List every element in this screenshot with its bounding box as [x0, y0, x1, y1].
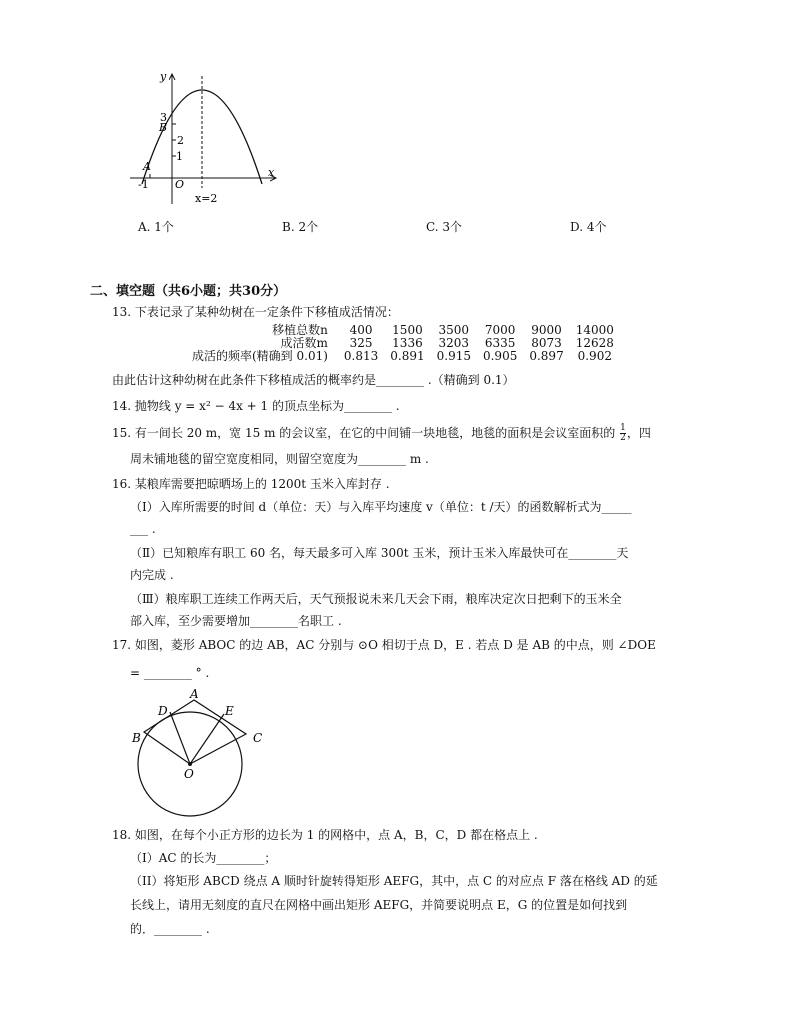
- rhombus-circle-figure: [128, 688, 278, 820]
- table-cell: 8073: [531, 336, 562, 350]
- q15-line1-text: 15. 有一间长 20 m，宽 15 m 的会议室，在它的中间铺一块地毯，地毯的面积是会议室面积的: [112, 426, 616, 440]
- table-cell: 325: [349, 336, 373, 350]
- table-cell: 9000: [531, 323, 562, 337]
- y-axis-label: y: [160, 70, 167, 83]
- table-cell: 3203: [438, 336, 470, 350]
- row-label: 成活数m: [280, 336, 328, 350]
- tick-neg1: -1: [138, 178, 149, 191]
- q16-stem: 16. 某粮库需要把晾晒场上的 1200t 玉米入库封存 .: [112, 477, 390, 491]
- row-label: 移植总数n: [272, 323, 328, 337]
- q16-part3-b: 部入库，至少需要增加________名职工 .: [130, 614, 342, 628]
- q18-part1: （I）AC 的长为________；: [130, 851, 277, 865]
- q18-stem: 18. 如图，在每个小正方形的边长为 1 的网格中，点 A，B，C，D 都在格点上 .: [112, 828, 538, 842]
- symmetry-label: x=2: [195, 192, 218, 205]
- fraction: [620, 424, 626, 443]
- tick-2: 2: [177, 134, 184, 147]
- label-e: E: [225, 704, 234, 718]
- q15-line1: [112, 424, 651, 443]
- tick-1: 1: [176, 150, 183, 163]
- x-axis-label: x: [268, 166, 275, 179]
- row-label: 成活的频率(精确到 0.01): [192, 349, 328, 363]
- table-row: [186, 350, 620, 363]
- fraction-numerator: 1: [620, 423, 626, 433]
- option-a: A. 1个: [138, 220, 174, 234]
- table-cell: 12628: [575, 336, 614, 350]
- q18-part2-c: 的．________ .: [130, 922, 210, 936]
- label-c: C: [253, 731, 263, 745]
- table-cell: 0.902: [577, 349, 612, 363]
- segment-od: [170, 712, 190, 764]
- survival-table: [186, 324, 620, 363]
- table-cell: 0.891: [390, 349, 425, 363]
- q15-line1-end: ，四: [626, 426, 651, 440]
- q16-part2-a: （Ⅱ）已知粮库有职工 60 名，每天最多可入库 300t 玉米，预计玉米入库最快可在________天: [130, 546, 629, 560]
- table-cell: 0.915: [436, 349, 471, 363]
- q16-part2-b: 内完成 .: [130, 568, 174, 582]
- origin-label: O: [175, 178, 185, 191]
- tick-3: 3: [160, 111, 167, 124]
- table-cell: 3500: [438, 323, 470, 337]
- option-c: C. 3个: [426, 220, 463, 234]
- q13-tail: 由此估计这种幼树在此条件下移植成活的概率约是________ .（精确到 0.1）: [112, 373, 515, 387]
- label-b: B: [132, 731, 141, 745]
- table-cell: 0.813: [343, 349, 379, 363]
- q13-stem: 13. 下表记录了某种幼树在一定条件下移植成活情况：: [112, 305, 399, 319]
- fraction-denominator: 2: [620, 433, 626, 443]
- segment-oe: [190, 714, 224, 764]
- point-b-label: B: [159, 121, 168, 134]
- point-a-label: A: [143, 160, 151, 173]
- table-cell: 0.897: [529, 349, 564, 363]
- parabola-figure: [126, 64, 286, 214]
- q18-part2-a: （II）将矩形 ABCD 绕点 A 顺时针旋转得矩形 AEFG，其中，点 C 的对应点 F 落在格线 AD 的延: [130, 874, 658, 888]
- q18-part2-b: 长线上，请用无刻度的直尺在网格中画出矩形 AEFG，并简要说明点 E，G 的位置是如何找到: [130, 898, 628, 912]
- table-cell: 14000: [575, 323, 614, 337]
- q14-text: 14. 抛物线 y = x² − 4x + 1 的顶点坐标为________ .: [112, 399, 400, 413]
- q15-line2: 周未铺地毯的留空宽度相同，则留空宽度为________ m .: [130, 452, 429, 466]
- table-cell: 400: [349, 323, 373, 337]
- section-title: 二、填空题（共6小题；共30分）: [90, 284, 287, 299]
- label-d: D: [158, 704, 168, 718]
- option-d: D. 4个: [570, 220, 607, 234]
- label-o: O: [184, 767, 194, 781]
- q16-part3-a: （Ⅲ）粮库职工连续工作两天后，天气预报说未来几天会下雨，粮库决定次日把剩下的玉米全: [130, 592, 622, 606]
- q16-part1-a: （Ⅰ）入库所需要的时间 d（单位：天）与入库平均速度 v（单位：t /天）的函数解析式为_____: [130, 500, 632, 514]
- option-b: B. 2个: [282, 220, 319, 234]
- table-cell: 7000: [484, 323, 516, 337]
- table-cell: 0.905: [482, 349, 518, 363]
- table-cell: 1336: [392, 336, 423, 350]
- label-a: A: [190, 688, 199, 701]
- q17-line1: 17. 如图，菱形 ABOC 的边 AB，AC 分别与 ⊙O 相切于点 D，E . 若点 D 是 AB 的中点，则 ∠DOE: [112, 638, 656, 652]
- table-cell: 1500: [392, 323, 423, 337]
- q17-line2: = ________ ° .: [130, 666, 210, 680]
- q16-part1-b: ___ .: [130, 522, 156, 536]
- table-cell: 6335: [484, 336, 516, 350]
